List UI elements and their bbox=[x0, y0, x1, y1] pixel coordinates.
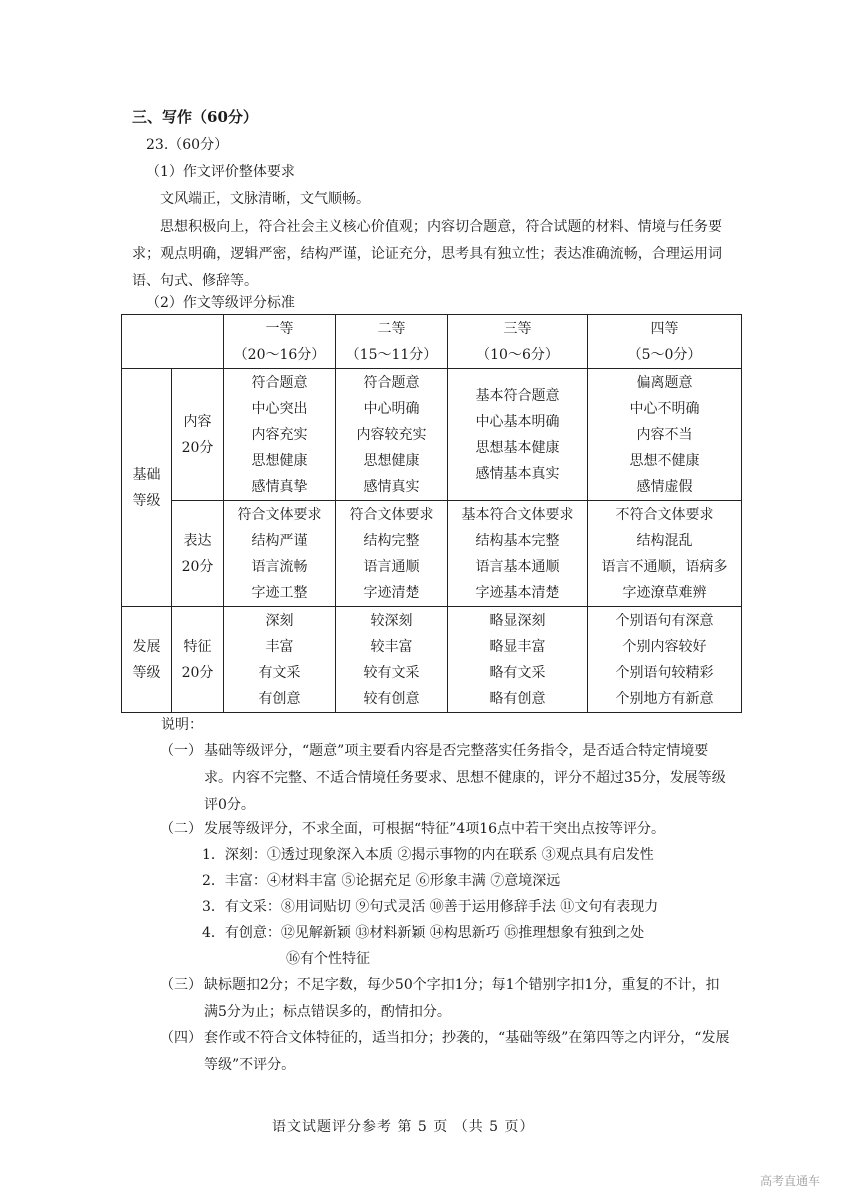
feature-grade-3: 略显深刻 略显丰富 略有文采 略有创意 bbox=[448, 607, 588, 713]
part1-paragraph: 思想积极向上，符合社会主义核心价值观；内容切合题意，符合试题的材料、情境与任务要求；观点明确，逻辑严密，结构严谨，论证充分，思考具有独立性；表达准确流畅，合理运用词语、句式、修辞等。 bbox=[132, 219, 722, 289]
note-3 bbox=[160, 972, 730, 1026]
content-grade-4: 偏离题意 中心不明确 内容不当 思想不健康 感情虚假 bbox=[588, 369, 742, 501]
note-label: （二） bbox=[160, 821, 202, 837]
part1-title: （1）作文评价整体要求 bbox=[146, 164, 295, 180]
question-number: 23.（60分） bbox=[146, 137, 229, 153]
note-label: （一） bbox=[160, 743, 202, 759]
content-label: 内容 20分 bbox=[172, 369, 224, 501]
part1-line1: 文风端正，文脉清晰，文气顺畅。 bbox=[160, 191, 370, 207]
table-header-row bbox=[122, 315, 742, 369]
sub-item-1: 1．深刻：①透过现象深入本质 ②揭示事物的内在联系 ③观点具有启发性 bbox=[202, 847, 654, 863]
note-2 bbox=[160, 816, 730, 843]
grade-1-header: 一等 （20～16分） bbox=[224, 315, 336, 369]
table-row-feature bbox=[122, 607, 742, 713]
expression-label: 表达 20分 bbox=[172, 501, 224, 607]
grade-3-header: 三等 （10～6分） bbox=[448, 315, 588, 369]
feature-grade-2: 较深刻 较丰富 较有文采 较有创意 bbox=[336, 607, 448, 713]
content-grade-3: 基本符合题意 中心基本明确 思想基本健康 感情基本真实 bbox=[448, 369, 588, 501]
watermark: 高考直通车 bbox=[760, 1174, 821, 1188]
sub-item-3: 3．有文采：⑧用词贴切 ⑨句式灵活 ⑩善于运用修辞手法 ⑪文句有表现力 bbox=[202, 899, 659, 915]
sub-item-4: 4．有创意：⑫见解新颖 ⑬材料新颖 ⑭构思新巧 ⑮推理想象有独到之处 bbox=[202, 925, 645, 941]
expression-grade-2: 符合文体要求 结构完整 语言通顺 字迹清楚 bbox=[336, 501, 448, 607]
note-label: （三） bbox=[160, 977, 202, 993]
notes-title: 说明： bbox=[161, 717, 203, 733]
note-text: 套作或不符合文体特征的，适当扣分；抄袭的，“基础等级”在第四等之内评分，“发展等级”不评分。 bbox=[204, 1030, 730, 1073]
expression-grade-4: 不符合文体要求 结构混乱 语言不通顺，语病多 字迹潦草难辨 bbox=[588, 501, 742, 607]
content-grade-1: 符合题意 中心突出 内容充实 思想健康 感情真挚 bbox=[224, 369, 336, 501]
table-row-expression bbox=[122, 501, 742, 607]
sub-item-2: 2．丰富：④材料丰富 ⑤论据充足 ⑥形象丰满 ⑦意境深远 bbox=[202, 873, 561, 889]
table-corner-cell bbox=[122, 315, 224, 369]
note-text: 发展等级评分，不求全面，可根据“特征”4项16点中若干突出点按等评分。 bbox=[204, 821, 666, 837]
note-1 bbox=[160, 738, 730, 819]
develop-level-label: 发展等级 bbox=[122, 607, 172, 713]
feature-grade-1: 深刻 丰富 有文采 有创意 bbox=[224, 607, 336, 713]
note-text: 缺标题扣2分；不足字数，每少50个字扣1分；每1个错别字扣1分，重复的不计，扣满5分为止；标点错误多的，酌情扣分。 bbox=[204, 977, 720, 1020]
feature-grade-4: 个别语句有深意 个别内容较好 个别语句较精彩 个别地方有新意 bbox=[588, 607, 742, 713]
expression-grade-1: 符合文体要求 结构严谨 语言流畅 字迹工整 bbox=[224, 501, 336, 607]
basic-level-label: 基础等级 bbox=[122, 369, 172, 607]
note-text: 基础等级评分，“题意”项主要看内容是否完整落实任务指令，是否适合特定情境要求。内容不完整、不适合情境任务要求、思想不健康的，评分不超过35分，发展等级评0分。 bbox=[204, 743, 726, 813]
sub-item-4-cont: ⑯有个性特征 bbox=[286, 951, 370, 967]
section-title: 三、写作（60分） bbox=[132, 108, 258, 126]
grade-4-header: 四等 （5～0分） bbox=[588, 315, 742, 369]
part2-title: （2）作文等级评分标准 bbox=[146, 295, 295, 311]
expression-grade-3: 基本符合文体要求 结构基本完整 语言基本通顺 字迹基本清楚 bbox=[448, 501, 588, 607]
grading-table bbox=[121, 314, 742, 713]
content-grade-2: 符合题意 中心明确 内容较充实 思想健康 感情真实 bbox=[336, 369, 448, 501]
grade-2-header: 二等 （15～11分） bbox=[336, 315, 448, 369]
table-row-content bbox=[122, 369, 742, 501]
note-4 bbox=[160, 1025, 730, 1079]
feature-label: 特征 20分 bbox=[172, 607, 224, 713]
page-footer: 语文试题评分参考 第 5 页 （共 5 页） bbox=[272, 1119, 535, 1135]
note-label: （四） bbox=[160, 1030, 202, 1046]
